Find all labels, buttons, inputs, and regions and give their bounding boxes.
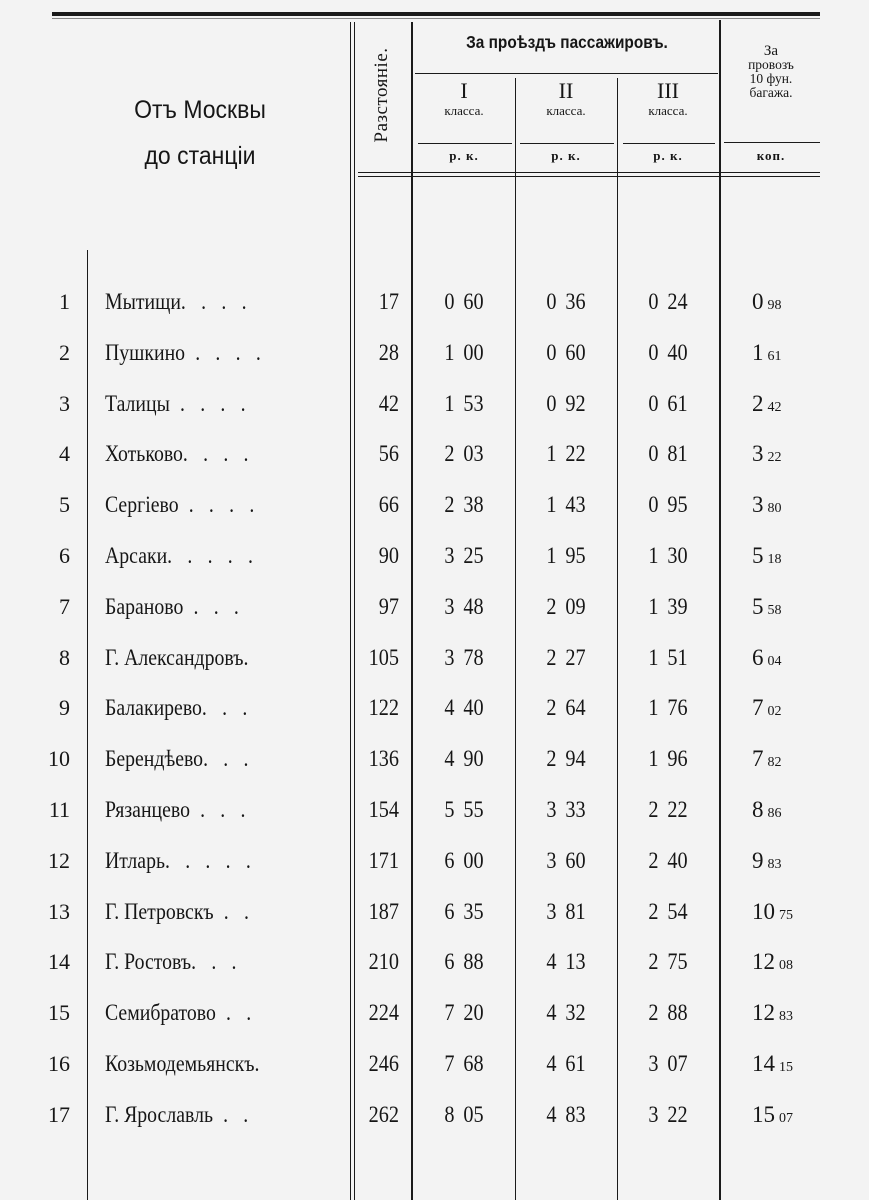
baggage-fare: 5 58 bbox=[752, 593, 782, 619]
class1-fare: 7 20 bbox=[444, 1000, 484, 1026]
station-name: Сергіево . . . . bbox=[105, 492, 260, 518]
class1-fare: 7 68 bbox=[444, 1051, 484, 1076]
row-number: 17 bbox=[48, 1101, 70, 1127]
table-row bbox=[0, 887, 869, 937]
class3-fare: 0 81 bbox=[648, 441, 688, 467]
baggage-fare: 0 98 bbox=[752, 289, 782, 314]
row-number: 12 bbox=[48, 847, 70, 873]
class1-fare: 5 55 bbox=[444, 797, 484, 822]
distance-value: 97 bbox=[378, 593, 399, 619]
table-row bbox=[0, 379, 869, 429]
class1-fare: 2 03 bbox=[444, 441, 484, 467]
distance-value: 28 bbox=[378, 339, 399, 365]
distance-header bbox=[360, 25, 404, 165]
row-number: 10 bbox=[48, 746, 70, 772]
table-row bbox=[0, 988, 869, 1038]
class1-fare: 4 40 bbox=[444, 695, 484, 721]
station-name: Берендѣево. . . bbox=[105, 746, 254, 772]
class2-fare: 4 32 bbox=[546, 1000, 586, 1026]
baggage-fare: 10 75 bbox=[752, 898, 793, 924]
station-name: Мытищи. . . . bbox=[105, 289, 252, 314]
baggage-fare: 3 80 bbox=[752, 492, 782, 518]
distance-value: 224 bbox=[368, 1000, 399, 1026]
class3-fare: 0 61 bbox=[648, 390, 688, 416]
station-name: Балакирево. . . bbox=[105, 695, 253, 721]
class1-fare: 8 05 bbox=[444, 1101, 484, 1127]
class2-fare: 4 83 bbox=[546, 1101, 586, 1127]
distance-value: 171 bbox=[368, 847, 399, 873]
table-row bbox=[0, 429, 869, 479]
class2-fare: 3 81 bbox=[546, 898, 586, 924]
table-row bbox=[0, 1090, 869, 1140]
baggage-fare: 8 86 bbox=[752, 797, 782, 822]
class3-fare: 1 30 bbox=[648, 543, 688, 568]
class2-unit: р. к. bbox=[551, 148, 581, 163]
class3-fare: 2 22 bbox=[648, 797, 688, 822]
class2-word: класса. bbox=[546, 103, 586, 118]
row-number: 11 bbox=[48, 797, 70, 822]
header-bottom-rule-a bbox=[358, 172, 820, 173]
class3-fare: 2 54 bbox=[648, 898, 688, 924]
class3-word: класса. bbox=[648, 103, 688, 118]
row-number: 14 bbox=[48, 949, 70, 975]
class2-fare: 4 61 bbox=[546, 1051, 586, 1076]
row-number: 16 bbox=[48, 1051, 70, 1076]
class3-fare: 1 76 bbox=[648, 695, 688, 721]
table-row bbox=[0, 683, 869, 733]
table-row bbox=[0, 531, 869, 581]
station-heading-line1: Отъ Москвы bbox=[134, 96, 266, 124]
baggage-fare: 6 04 bbox=[752, 644, 782, 670]
distance-value: 187 bbox=[368, 898, 399, 924]
station-name: Козьмодемьянскъ. bbox=[105, 1051, 260, 1076]
class2-fare: 0 60 bbox=[546, 339, 586, 365]
class2-fare: 1 22 bbox=[546, 441, 586, 467]
baggage-unit-rule bbox=[724, 142, 820, 143]
baggage-label-line3: 10 фун. bbox=[749, 71, 793, 86]
baggage-fare: 12 83 bbox=[752, 1000, 793, 1026]
class1-header bbox=[414, 80, 514, 119]
baggage-fare: 3 22 bbox=[752, 441, 782, 467]
baggage-fare: 14 15 bbox=[752, 1051, 793, 1076]
table-row bbox=[0, 277, 869, 327]
class3-fare: 0 95 bbox=[648, 492, 688, 518]
class3-fare: 3 07 bbox=[648, 1051, 688, 1076]
class2-fare: 2 09 bbox=[546, 593, 586, 619]
class2-unit-rule bbox=[520, 143, 614, 144]
class2-fare: 2 94 bbox=[546, 746, 586, 772]
class3-header bbox=[618, 80, 718, 119]
class3-unit-rule bbox=[623, 143, 715, 144]
class2-fare: 4 13 bbox=[546, 949, 586, 975]
class1-unit: р. к. bbox=[449, 148, 479, 163]
distance-value: 105 bbox=[368, 644, 399, 670]
header-bottom-rule-b bbox=[358, 176, 820, 177]
station-name: Г. Ростовъ. . . bbox=[105, 949, 242, 975]
class1-fare: 2 38 bbox=[444, 492, 484, 518]
row-number: 5 bbox=[59, 492, 70, 518]
table-row bbox=[0, 480, 869, 530]
class2-fare: 2 27 bbox=[546, 644, 586, 670]
top-thin-rule bbox=[52, 18, 820, 19]
class2-fare: 0 36 bbox=[546, 289, 586, 314]
class3-fare: 1 96 bbox=[648, 746, 688, 772]
row-number: 13 bbox=[48, 898, 70, 924]
row-number: 9 bbox=[59, 695, 70, 721]
station-name: Семибратово . . bbox=[105, 1000, 257, 1026]
row-number: 7 bbox=[59, 593, 70, 619]
station-name: Бараново . . . bbox=[105, 593, 245, 619]
distance-value: 210 bbox=[368, 949, 399, 975]
distance-label: Разстояніе. bbox=[371, 47, 392, 143]
class2-fare: 3 33 bbox=[546, 797, 586, 822]
distance-value: 66 bbox=[378, 492, 399, 518]
class3-numeral: III bbox=[657, 78, 679, 103]
baggage-fare: 9 83 bbox=[752, 847, 782, 873]
class1-fare: 3 48 bbox=[444, 593, 484, 619]
class2-header bbox=[516, 80, 616, 119]
distance-value: 42 bbox=[378, 390, 399, 416]
class2-fare: 0 92 bbox=[546, 390, 586, 416]
distance-value: 136 bbox=[368, 746, 399, 772]
station-name: Талицы . . . . bbox=[105, 390, 251, 416]
row-number: 2 bbox=[59, 339, 70, 365]
distance-value: 90 bbox=[378, 543, 399, 568]
class3-fare: 2 75 bbox=[648, 949, 688, 975]
table-row bbox=[0, 328, 869, 378]
baggage-label-line4: багажа. bbox=[749, 85, 793, 100]
baggage-fare: 5 18 bbox=[752, 543, 782, 568]
station-name: Г. Александровъ. bbox=[105, 644, 249, 670]
baggage-fare: 15 07 bbox=[752, 1101, 793, 1127]
row-number: 4 bbox=[59, 441, 70, 467]
row-number: 6 bbox=[59, 543, 70, 568]
class1-word: класса. bbox=[444, 103, 484, 118]
class1-fare: 3 78 bbox=[444, 644, 484, 670]
class1-fare: 6 35 bbox=[444, 898, 484, 924]
class3-fare: 2 88 bbox=[648, 1000, 688, 1026]
distance-value: 154 bbox=[368, 797, 399, 822]
baggage-unit: коп. bbox=[756, 148, 786, 163]
station-name: Хотьково. . . . bbox=[105, 441, 254, 467]
row-number: 15 bbox=[48, 1000, 70, 1026]
class3-fare: 3 22 bbox=[648, 1101, 688, 1127]
distance-value: 122 bbox=[368, 695, 399, 721]
class3-fare: 2 40 bbox=[648, 847, 688, 873]
class1-fare: 1 00 bbox=[444, 339, 484, 365]
distance-value: 56 bbox=[378, 441, 399, 467]
class1-numeral: I bbox=[460, 78, 468, 103]
class1-fare: 3 25 bbox=[444, 543, 484, 568]
class1-fare: 6 00 bbox=[444, 847, 484, 873]
class3-fare: 0 24 bbox=[648, 289, 688, 314]
class1-fare: 1 53 bbox=[444, 390, 484, 416]
baggage-label-line1: За bbox=[763, 43, 779, 59]
class2-numeral: II bbox=[558, 78, 574, 103]
class3-fare: 1 39 bbox=[648, 593, 688, 619]
class2-fare: 2 64 bbox=[546, 695, 586, 721]
class1-fare: 0 60 bbox=[444, 289, 484, 314]
table-row bbox=[0, 937, 869, 987]
baggage-label-line2: провозъ bbox=[748, 57, 794, 72]
class3-unit: р. к. bbox=[653, 148, 683, 163]
baggage-fare: 7 02 bbox=[752, 695, 782, 721]
baggage-header bbox=[722, 44, 820, 100]
distance-value: 246 bbox=[368, 1051, 399, 1076]
baggage-fare: 12 08 bbox=[752, 949, 793, 975]
station-name: Итларь. . . . . bbox=[105, 847, 256, 873]
baggage-fare: 7 82 bbox=[752, 746, 782, 772]
table-row bbox=[0, 836, 869, 886]
station-name: Рязанцево . . . bbox=[105, 797, 251, 822]
distance-value: 262 bbox=[368, 1101, 399, 1127]
table-row bbox=[0, 633, 869, 683]
class2-fare: 1 43 bbox=[546, 492, 586, 518]
class1-fare: 4 90 bbox=[444, 746, 484, 772]
baggage-fare: 1 61 bbox=[752, 339, 782, 365]
table-row bbox=[0, 785, 869, 835]
station-name: Г. Ярославль . . bbox=[105, 1101, 254, 1127]
class3-fare: 0 40 bbox=[648, 339, 688, 365]
table-row bbox=[0, 582, 869, 632]
row-number: 3 bbox=[59, 390, 70, 416]
passenger-fare-header: За проѣздъ пассажировъ. bbox=[466, 32, 668, 52]
class1-fare: 6 88 bbox=[444, 949, 484, 975]
distance-value: 17 bbox=[378, 289, 399, 314]
station-name: Г. Петровскъ . . bbox=[105, 898, 255, 924]
table-row bbox=[0, 1039, 869, 1089]
top-thick-rule bbox=[52, 12, 820, 16]
station-name: Арсаки. . . . . bbox=[105, 543, 259, 568]
class1-unit-rule bbox=[418, 143, 512, 144]
row-number: 1 bbox=[59, 289, 70, 314]
baggage-fare: 2 42 bbox=[752, 390, 782, 416]
table-row bbox=[0, 734, 869, 784]
class3-fare: 1 51 bbox=[648, 644, 688, 670]
group-title-underline bbox=[415, 73, 718, 74]
station-heading-line2: до станціи bbox=[144, 142, 256, 170]
class2-fare: 3 60 bbox=[546, 847, 586, 873]
station-name: Пушкино . . . . bbox=[105, 339, 266, 365]
row-number: 8 bbox=[59, 644, 70, 670]
class2-fare: 1 95 bbox=[546, 543, 586, 568]
